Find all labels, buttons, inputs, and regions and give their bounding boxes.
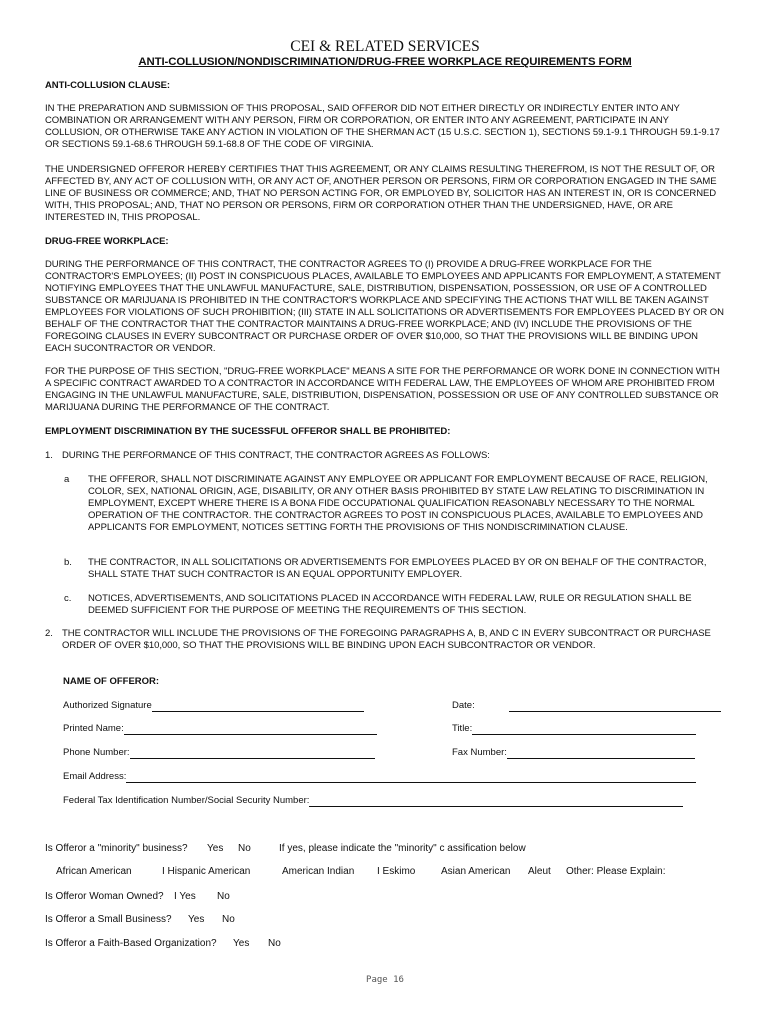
list-number-2: 2. bbox=[45, 628, 53, 639]
list-label-a: a bbox=[64, 474, 70, 485]
anti-collusion-paragraph-1: IN THE PREPARATION AND SUBMISSION OF THIS PROPOSAL, SAID OFFEROR DID NOT EITHER DIRECTLY OR INDIRECTLY ENTER INTO ANY COMBINATION OR ARRANGEMENT WITH ANY PERSON, FIRM OR CORPORATION, OR ENTER INTO ANY AGREEMENT, PARTICIPATE IN ANY COLLUSION, OR OTHERWISE TAKE ANY ACTION IN VIOLATION OF THE SHERMAN ACT (15 U.S.C. SECTION 1), SECTIONS 59.1-9.1 THROUGH 59.1-9.17 OR SECTIONS 59.1-68.6 THROUGH 59.1-68.8 OF THE CODE OF VIRGINIA. bbox=[45, 103, 720, 150]
drug-free-paragraph-2: FOR THE PURPOSE OF THIS SECTION, "DRUG-FREE WORKPLACE" MEANS A SITE FOR THE PERFORMANCE OR WORK DONE IN CONNECTION WITH A SPECIFIC CONTRACT AWARDED TO A CONTRACTOR IN ACCORDANCE WITH FEDERAL LAW, THE EMPLOYEES OF WHOM ARE PROHIBITED FROM ENGAGING IN THE UNLAWFUL MANUFACTURE, SALE, DISTRIBUTION, DISPENSATION, POSSESSION OR USE OF ANY CONTROLLED SUBSTANCE OR MARIJUANA DURING THE PERFORMANCE OF THE CONTRACT. bbox=[45, 366, 720, 413]
faith-based-no-option[interactable]: No bbox=[268, 938, 281, 949]
list-item-2-text: THE CONTRACTOR WILL INCLUDE THE PROVISIONS OF THE FOREGOING PARAGRAPHS A, B, AND C IN EVERY SUBCONTRACT OR PURCHASE ORDER OF OVER $10,000, SO THAT THE PROVISIONS WILL BE BINDING UPON EACH SUBCONTRACTOR OR VENDOR. bbox=[62, 628, 711, 651]
list-item-1-text: DURING THE PERFORMANCE OF THIS CONTRACT, THE CONTRACTOR AGREES AS FOLLOWS: bbox=[62, 450, 490, 461]
date-field[interactable] bbox=[452, 700, 721, 712]
email-address-line[interactable] bbox=[126, 772, 696, 783]
phone-number-field[interactable] bbox=[63, 747, 375, 759]
fax-number-field[interactable] bbox=[452, 747, 695, 759]
phone-number-label: Phone Number: bbox=[63, 747, 130, 758]
phone-number-line[interactable] bbox=[130, 748, 375, 759]
option-aleut[interactable]: Aleut bbox=[528, 866, 551, 877]
minority-note: If yes, please indicate the "minority" c assification below bbox=[279, 843, 526, 854]
document-title: CEI & RELATED SERVICES bbox=[290, 38, 480, 55]
list-number-1: 1. bbox=[45, 450, 53, 461]
small-business-yes-option[interactable]: Yes bbox=[188, 914, 205, 925]
fax-number-label: Fax Number: bbox=[452, 747, 507, 758]
discrimination-heading: EMPLOYMENT DISCRIMINATION BY THE SUCESSFUL OFFEROR SHALL BE PROHIBITED: bbox=[45, 426, 451, 437]
option-other[interactable]: Other: Please Explain: bbox=[566, 866, 666, 877]
drug-free-paragraph-1: DURING THE PERFORMANCE OF THIS CONTRACT, THE CONTRACTOR AGREES TO (I) PROVIDE A DRUG-FREE WORKPLACE FOR THE CONTRACTOR'S EMPLOYEES; (II) POST IN CONSPICUOUS PLACES, AVAILABLE TO EMPLOYEES AND APPLICANTS FOR EMPLOYMENT, A STATEMENT NOTIFYING EMPLOYEES THAT THE UNLAWFUL MANUFACTURE, SALE, DISTRIBUTION, DISPENSATION, POSSESSION, OR USE OF A CONTROLLED SUBSTANCE OR MARIJUANA IS PROHIBITED IN THE CONTRACTOR'S WORKPLACE AND SPECIFYING THE ACTIONS THAT WILL BE TAKEN AGAINST EMPLOYEES FOR VIOLATIONS OF SUCH PROHIBITION; (III) STATE IN ALL SOLICITATIONS OR ADVERTISEMENTS FOR EMPLOYEES PLACED BY OR ON BEHALF OF THE CONTRACTOR THAT THE CONTRACTOR MAINTAINS A DRUG-FREE WORKPLACE; AND (IV) INCLUDE THE PROVISIONS OF THE FOREGOING CLAUSES IN EVERY SUBCONTRACT OR PURCHASE ORDER OF OVER $10,000, SO THAT THE PROVISIONS WILL BE BINDING UPON EACH SUCONTRACTOR OR VENDOR. bbox=[45, 259, 724, 354]
date-label: Date: bbox=[452, 700, 475, 711]
list-item-b-text: THE CONTRACTOR, IN ALL SOLICITATIONS OR ADVERTISEMENTS FOR EMPLOYEES PLACED BY OR ON BEHALF OF THE CONTRACTOR, SHALL STATE THAT SUCH CONTRACTOR IS AN EQUAL OPPORTUNITY EMPLOYER. bbox=[88, 557, 707, 580]
printed-name-label: Printed Name: bbox=[63, 723, 124, 734]
title-label: Title: bbox=[452, 723, 473, 734]
small-business-question: Is Offeror a Small Business? bbox=[45, 914, 172, 925]
minority-no-option[interactable]: No bbox=[238, 843, 251, 854]
tax-id-line[interactable] bbox=[309, 796, 683, 807]
list-item-c-text: NOTICES, ADVERTISEMENTS, AND SOLICITATIONS PLACED IN ACCORDANCE WITH FEDERAL LAW, RULE OR REGULATION SHALL BE DEEMED SUFFICIENT FOR THE PURPOSE OF MEETING THE REQUIREMENTS OF THIS SECTION. bbox=[88, 593, 692, 616]
faith-based-question: Is Offeror a Faith-Based Organization? bbox=[45, 938, 217, 949]
drug-free-heading: DRUG-FREE WORKPLACE: bbox=[45, 236, 169, 247]
option-asian-american[interactable]: Asian American bbox=[441, 866, 511, 877]
option-american-indian[interactable]: American Indian bbox=[282, 866, 355, 877]
email-address-field[interactable] bbox=[63, 771, 696, 783]
title-line[interactable] bbox=[472, 724, 696, 735]
title-field[interactable] bbox=[452, 723, 696, 735]
anti-collusion-heading: ANTI-COLLUSION CLAUSE: bbox=[45, 80, 171, 91]
small-business-no-option[interactable]: No bbox=[222, 914, 235, 925]
email-address-label: Email Address: bbox=[63, 771, 127, 782]
date-line[interactable] bbox=[509, 701, 721, 712]
minority-question: Is Offeror a "minority" business? bbox=[45, 843, 188, 854]
authorized-signature-line[interactable] bbox=[152, 701, 364, 712]
list-label-b: b. bbox=[64, 557, 72, 568]
page-number: Page 16 bbox=[366, 975, 404, 985]
printed-name-field[interactable] bbox=[63, 723, 377, 735]
printed-name-line[interactable] bbox=[124, 724, 377, 735]
authorized-signature-label: Authorized Signature bbox=[63, 700, 152, 711]
form-title: ANTI-COLLUSION/NONDISCRIMINATION/DRUG-FREE WORKPLACE REQUIREMENTS FORM bbox=[138, 56, 632, 68]
tax-id-field[interactable] bbox=[63, 795, 683, 807]
list-label-c: c. bbox=[64, 593, 72, 604]
woman-owned-question: Is Offeror Woman Owned? bbox=[45, 891, 164, 902]
woman-owned-no-option[interactable]: No bbox=[217, 891, 230, 902]
faith-based-yes-option[interactable]: Yes bbox=[233, 938, 250, 949]
option-african-american[interactable]: African American bbox=[56, 866, 132, 877]
tax-id-label: Federal Tax Identification Number/Social Security Number: bbox=[63, 795, 310, 806]
minority-yes-option[interactable]: Yes bbox=[207, 843, 224, 854]
fax-number-line[interactable] bbox=[507, 748, 695, 759]
anti-collusion-paragraph-2: THE UNDERSIGNED OFFEROR HEREBY CERTIFIES THAT THIS AGREEMENT, OR ANY CLAIMS RESULTING THEREFROM, IS NOT THE RESULT OF, OR AFFECTED BY, ANY ACT OF COLLUSION WITH, OR ANY ACT OF, ANOTHER PERSON OR PERSONS, FIRM OR CORPORATION ENGAGED IN THE SAME LINE OF BUSINESS OR COMMERCE; AND, THAT NO PERSON ACTING FOR, OR EMPLOYED BY, SOLICITOR HAS AN INTEREST IN, OR IS CONCERNED WITH, THIS PROPOSAL; AND, THAT NO PERSON OR PERSONS, FIRM OR CORPORATION OTHER THAN THE UNDERSIGNED, HAVE, OR ARE INTERESTED IN, THIS PROPOSAL. bbox=[45, 164, 717, 223]
list-item-a-text: THE OFFEROR, SHALL NOT DISCRIMINATE AGAINST ANY EMPLOYEE OR APPLICANT FOR EMPLOYMENT BECAUSE OF RACE, RELIGION, COLOR, SEX, NATIONAL ORIGIN, AGE, DISABILITY, OR ANY OTHER BASIS PROHIBITED BY STATE LAW RELATING TO DISCRIMINATION IN EMPLOYMENT, EXCEPT WHERE THERE IS A BONA FIDE OCCUPATIONAL QUALIFICATION REASONABLY NECESSARY TO THE NORMAL OPERATION OF THE CONTRACTOR. THE CONTRACTOR AGREES TO POST IN CONSPICUOUS PLACES, AVAILABLE TO EMPLOYEES AND APPLICANTS FOR EMPLOYMENT, NOTICES SETTING FORTH THE PROVISIONS OF THIS NONDISCRIMINATION CLAUSE. bbox=[88, 474, 708, 533]
woman-owned-yes-option[interactable]: I Yes bbox=[174, 891, 196, 902]
option-hispanic-american[interactable]: I Hispanic American bbox=[162, 866, 251, 877]
authorized-signature-field[interactable] bbox=[63, 700, 364, 712]
option-eskimo[interactable]: I Eskimo bbox=[377, 866, 416, 877]
offeror-heading: NAME OF OFFEROR: bbox=[63, 676, 160, 687]
